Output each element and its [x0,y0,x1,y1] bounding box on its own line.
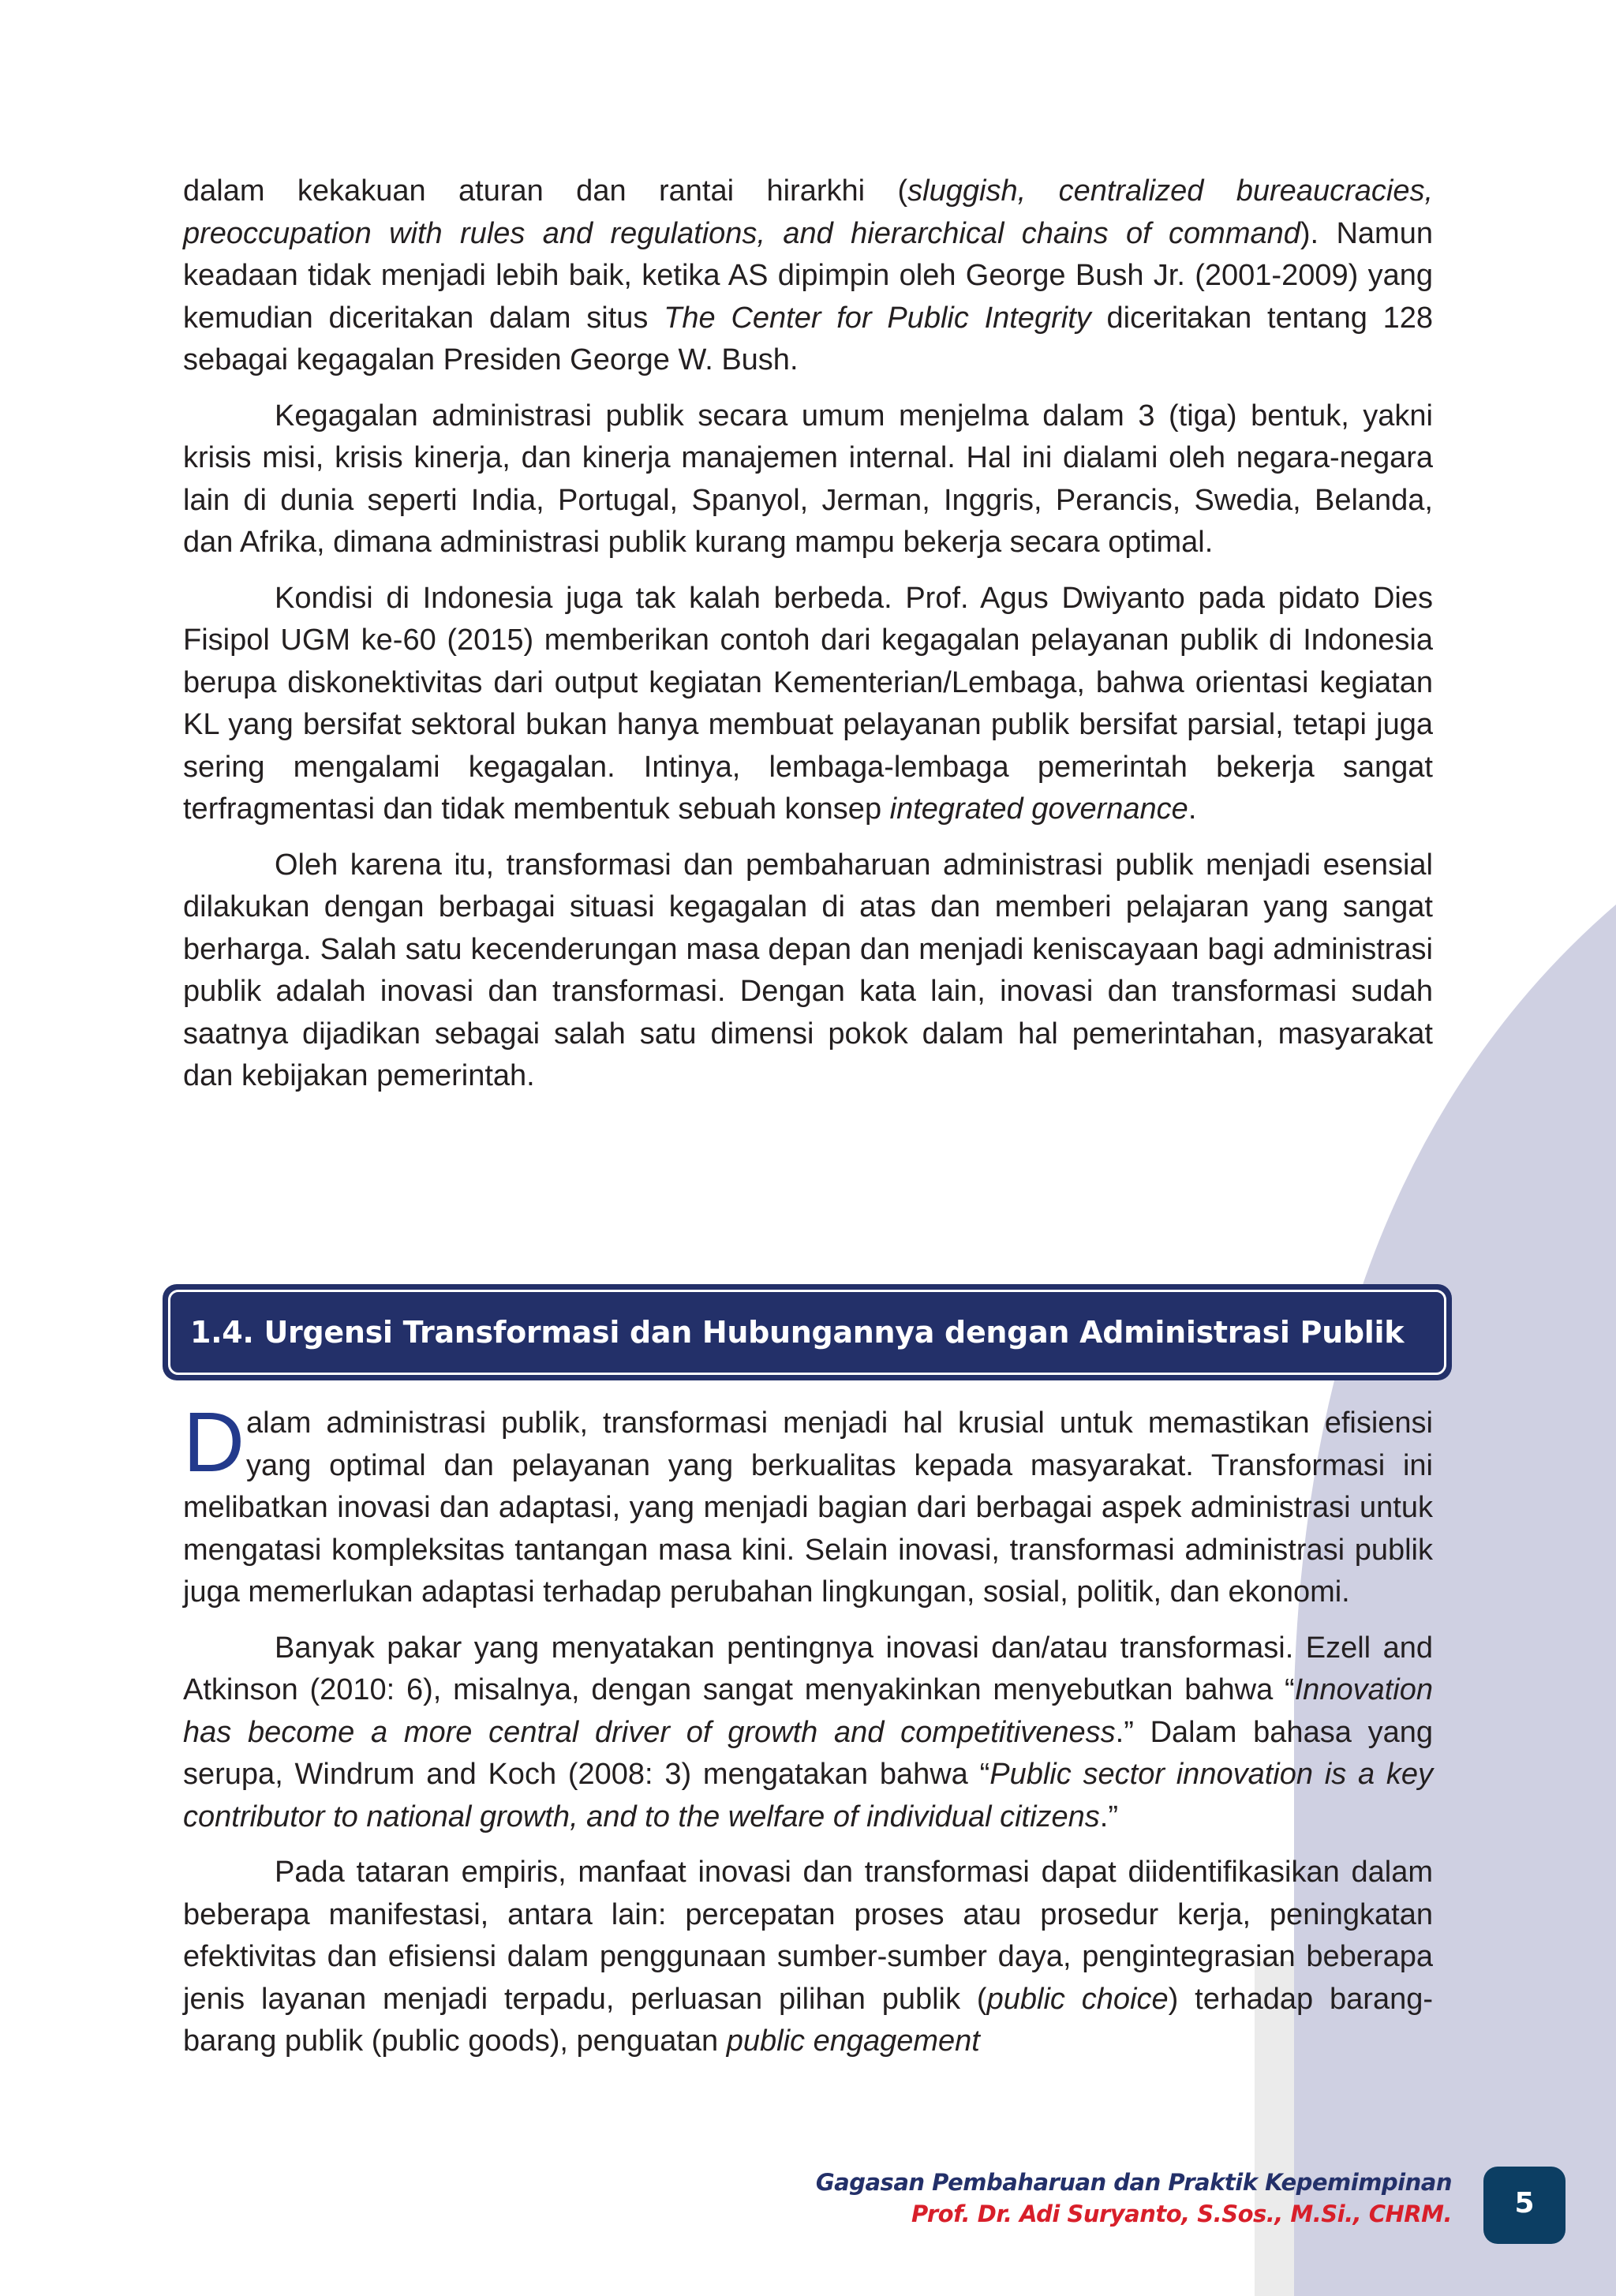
paragraph-1-segment: sluggish, centralized bureaucracies, preoccupation with rules and regulations, and hierarchical chains of command [183,174,1434,250]
paragraph-dropcap-text: alam administrasi publik, transformasi menjadi hal krusial untuk memastikan efisiensi yang optimal dan pelayanan yang berkualitas kepada masyarakat. Transformasi ini melibatkan inovasi dan adaptasi, yang menjadi bagian dari berbagai aspek administrasi untuk mengatasi kompleksitas tantangan masa kini. Selain inovasi, transformasi administrasi publik juga memerlukan adaptasi terhadap perubahan lingkungan, sosial, politik, dan ekonomi. [183,1406,1433,1609]
page-number: 5 [1514,2187,1535,2219]
paragraph-4 [183,845,1433,1098]
paragraph-1-segment: diceritakan tentang 128 sebagai kegagalan Presiden George W. Bush. [183,301,1434,376]
paragraph-6-segment: Banyak pakar yang menyatakan pentingnya inovasi dan/atau transformasi. Ezell and Atkinson (2010: 6), misalnya, dengan sangat menyakinkan menyebutkan bahwa “ [183,1631,1433,1706]
paragraph-6 [183,1627,1433,1839]
paragraph-1-segment: dalam kekakuan aturan dan rantai hirarkhi ( [183,174,908,208]
paragraph-2 [183,395,1433,564]
section-heading-frame [168,1290,1446,1375]
section-heading-box [163,1284,1452,1380]
paragraph-2-segment: Kegagalan administrasi publik secara umum menjelma dalam 3 (tiga) bentuk, yakni krisis misi, krisis kinerja, dan kinerja manajemen internal. Hal ini dialami oleh negara-negara lain di dunia seperti India, Portugal, Spanyol, Jerman, Inggris, Perancis, Swedia, Belanda, dan Afrika, dimana administrasi publik kurang mampu bekerja secara optimal. [183,399,1433,559]
body-text-section [183,1394,1434,2077]
footer-titles [816,2167,1452,2230]
footer-author: Prof. Dr. Adi Suryanto, S.Sos., M.Si., CHRM. [911,2200,1452,2227]
paragraph-3-segment: Kondisi di Indonesia juga tak kalah berbeda. Prof. Agus Dwiyanto pada pidato Dies Fisipol UGM ke-60 (2015) memberikan contoh dari kegagalan pelayanan publik di Indonesia berupa diskonektivitas dari output kegiatan Kementerian/Lembaga, bahwa orientasi kegiatan KL yang bersifat sektoral bukan hanya membuat pelayanan publik bersifat parsial, tetapi juga sering mengalami kegagalan. Intinya, lembaga-lembaga pemerintah bekerja sangat terfragmentasi dan tidak membentuk sebuah konsep [183,581,1433,826]
body-text-top [183,170,1433,1111]
paragraph-1 [183,170,1433,382]
paragraph-3-segment: . [1188,792,1197,826]
paragraph-7-segment: public choice [986,1982,1169,2016]
paragraph-7-segment: public engagement [726,2024,980,2058]
paragraph-4-segment: Oleh karena itu, transformasi dan pembaharuan administrasi publik menjadi esensial dilakukan dengan berbagai situasi kegagalan di atas dan memberi pelajaran yang sangat berharga. Salah satu kecenderungan masa depan dan menjadi keniscayaan bagi administrasi publik adalah inovasi dan transformasi. Dengan kata lain, inovasi dan transformasi sudah saatnya dijadikan sebagai salah satu dimensi pokok dalam hal pemerintahan, masyarakat dan kebijakan pemerintah. [183,848,1433,1092]
paragraph-6-segment: Innovation has become a more central driver of growth and competitiveness [183,1673,1433,1749]
page-number-badge [1483,2167,1566,2244]
paragraph-7 [183,1852,1433,2063]
paragraph-dropcap [183,1394,1433,1614]
paragraph-3 [183,578,1433,831]
paragraph-7-segment: Pada tataran empiris, manfaat inovasi dan transformasi dapat diidentifikasikan dalam beberapa manifestasi, antara lain: percepatan proses atau prosedur kerja, peningkatan efektivitas dan efisiensi dalam penggunaan sumber-sumber daya, pengintegrasian beberapa jenis layanan menjadi terpadu, perluasan pilihan publik ( [183,1856,1433,2016]
paragraph-1-segment: The Center for Public Integrity [664,301,1091,335]
paragraph-6-segment: .” Dalam bahasa yang serupa, Windrum and Koch (2008: 3) mengatakan bahwa “ [183,1715,1433,1791]
paragraph-1-segment: ). Namun keadaan tidak menjadi lebih baik, ketika AS dipimpin oleh George Bush Jr. (2001-2009) yang kemudian diceritakan dalam situs [183,216,1433,335]
drop-cap: D [183,1394,245,1489]
section-heading: 1.4. Urgensi Transformasi dan Hubungannya dengan Administrasi Publik [190,1315,1405,1350]
paragraph-7-segment: ) terhadap barang-barang publik (public goods), penguatan [183,1982,1434,2058]
paragraph-6-segment: Public sector innovation is a key contributor to national growth, and to the welfare of individual citizens [183,1758,1433,1833]
paragraph-3-segment: integrated governance [889,792,1188,826]
paragraph-6-segment: .” [1099,1800,1119,1833]
footer-book-title: Gagasan Pembaharuan dan Praktik Kepemimpinan [815,2169,1452,2196]
